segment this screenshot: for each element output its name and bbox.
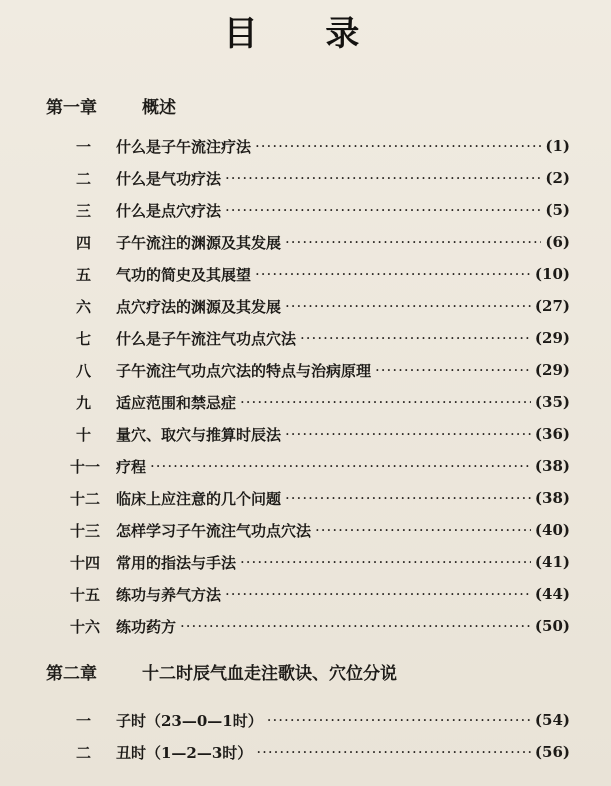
leader-dots (225, 169, 541, 187)
toc-entry[interactable] (70, 518, 570, 542)
entry-number: 四 (76, 233, 92, 252)
leader-dots (285, 297, 531, 315)
entry-title: 怎样学习子午流注气功点穴法 (116, 521, 312, 540)
entry-title: 常用的指法与手法 (116, 553, 237, 572)
leader-dots (180, 617, 531, 635)
toc-entry[interactable] (76, 326, 570, 350)
entry-number: 十二 (70, 489, 101, 508)
entry-page: (38) (534, 457, 570, 475)
entry-page: (5) (545, 201, 570, 219)
entry-page: (29) (534, 361, 570, 379)
entry-title: 疗程 (116, 457, 147, 476)
toc-entry[interactable] (76, 294, 570, 318)
toc-entry[interactable] (70, 582, 570, 606)
toc-entry[interactable] (70, 454, 570, 478)
entry-page: (1) (545, 137, 570, 155)
leader-dots (150, 457, 531, 475)
chapter-name: 十二时辰气血走注歌诀、穴位分说 (142, 664, 397, 684)
entry-number: 十六 (70, 617, 101, 636)
entry-page: (50) (534, 617, 570, 635)
entry-title: 什么是子午流注疗法 (116, 137, 252, 156)
entry-title: 临床上应注意的几个问题 (116, 489, 282, 508)
entry-page: (35) (534, 393, 570, 411)
entry-number: 六 (76, 297, 92, 316)
entry-page: (29) (534, 329, 570, 347)
entry-title: 适应范围和禁忌症 (116, 393, 237, 412)
entry-page: (44) (534, 585, 570, 603)
leader-dots (300, 329, 531, 347)
entry-page: (41) (534, 553, 570, 571)
entry-number: 十四 (70, 553, 101, 572)
entry-title: 什么是子午流注气功点穴法 (116, 329, 297, 348)
entry-title: 子时（23—0—1时） (116, 711, 263, 730)
leader-dots (240, 553, 531, 571)
entry-number: 八 (76, 361, 92, 380)
toc-entry[interactable] (76, 708, 570, 732)
entry-title: 量穴、取穴与推算时辰法 (116, 425, 282, 444)
entry-number: 七 (76, 329, 92, 348)
leader-dots (315, 521, 531, 539)
leader-dots (267, 711, 531, 729)
leader-dots (285, 233, 541, 251)
entry-number: 十一 (70, 457, 101, 476)
page-title: 目 录 (223, 14, 388, 54)
toc-entry[interactable] (76, 262, 570, 286)
entry-title: 气功的简史及其展望 (116, 265, 252, 284)
entry-page: (2) (545, 169, 570, 187)
chapter-name: 概述 (142, 98, 176, 118)
entry-number: 五 (76, 265, 92, 284)
entry-title: 子午流注气功点穴法的特点与治病原理 (116, 361, 372, 380)
toc-entry[interactable] (76, 166, 570, 190)
entry-title: 练功与养气方法 (116, 585, 222, 604)
entry-title: 子午流注的渊源及其发展 (116, 233, 282, 252)
toc-entry[interactable] (76, 740, 570, 764)
entry-page: (6) (545, 233, 570, 251)
toc-entry[interactable] (70, 486, 570, 510)
entry-title: 什么是点穴疗法 (116, 201, 222, 220)
toc-entry[interactable] (76, 134, 570, 158)
leader-dots (285, 425, 531, 443)
entry-number: 三 (76, 201, 92, 220)
entry-page: (27) (534, 297, 570, 315)
entry-number: 十 (76, 425, 92, 444)
entry-number: 二 (76, 169, 92, 188)
leader-dots (225, 201, 541, 219)
leader-dots (256, 743, 531, 761)
toc-entry[interactable] (70, 550, 570, 574)
leader-dots (255, 137, 541, 155)
chapter-heading (46, 659, 397, 684)
entry-number: 九 (76, 393, 92, 412)
toc-entry[interactable] (76, 230, 570, 254)
leader-dots (255, 265, 531, 283)
toc-entry[interactable] (76, 422, 570, 446)
entry-title: 点穴疗法的渊源及其发展 (116, 297, 282, 316)
entry-title: 练功药方 (116, 617, 177, 636)
entry-title: 丑时（1—2—3时） (116, 743, 253, 762)
entry-number: 十五 (70, 585, 101, 604)
leader-dots (285, 489, 531, 507)
entry-page: (10) (534, 265, 570, 283)
entry-page: (40) (534, 521, 570, 539)
entry-number: 一 (76, 137, 92, 156)
entry-number: 一 (76, 711, 92, 730)
chapter-label: 第一章 (46, 98, 97, 118)
toc-entry[interactable] (70, 614, 570, 638)
chapter-label: 第二章 (46, 664, 97, 684)
chapter-heading (46, 93, 176, 118)
toc-entry[interactable] (76, 358, 570, 382)
leader-dots (225, 585, 531, 603)
entry-number: 二 (76, 743, 92, 762)
entry-page: (36) (534, 425, 570, 443)
leader-dots (240, 393, 531, 411)
toc-entry[interactable] (76, 390, 570, 414)
leader-dots (375, 361, 531, 379)
entry-page: (54) (534, 711, 570, 729)
entry-page: (56) (534, 743, 570, 761)
toc-entry[interactable] (76, 198, 570, 222)
entry-title: 什么是气功疗法 (116, 169, 222, 188)
entry-number: 十三 (70, 521, 101, 540)
entry-page: (38) (534, 489, 570, 507)
